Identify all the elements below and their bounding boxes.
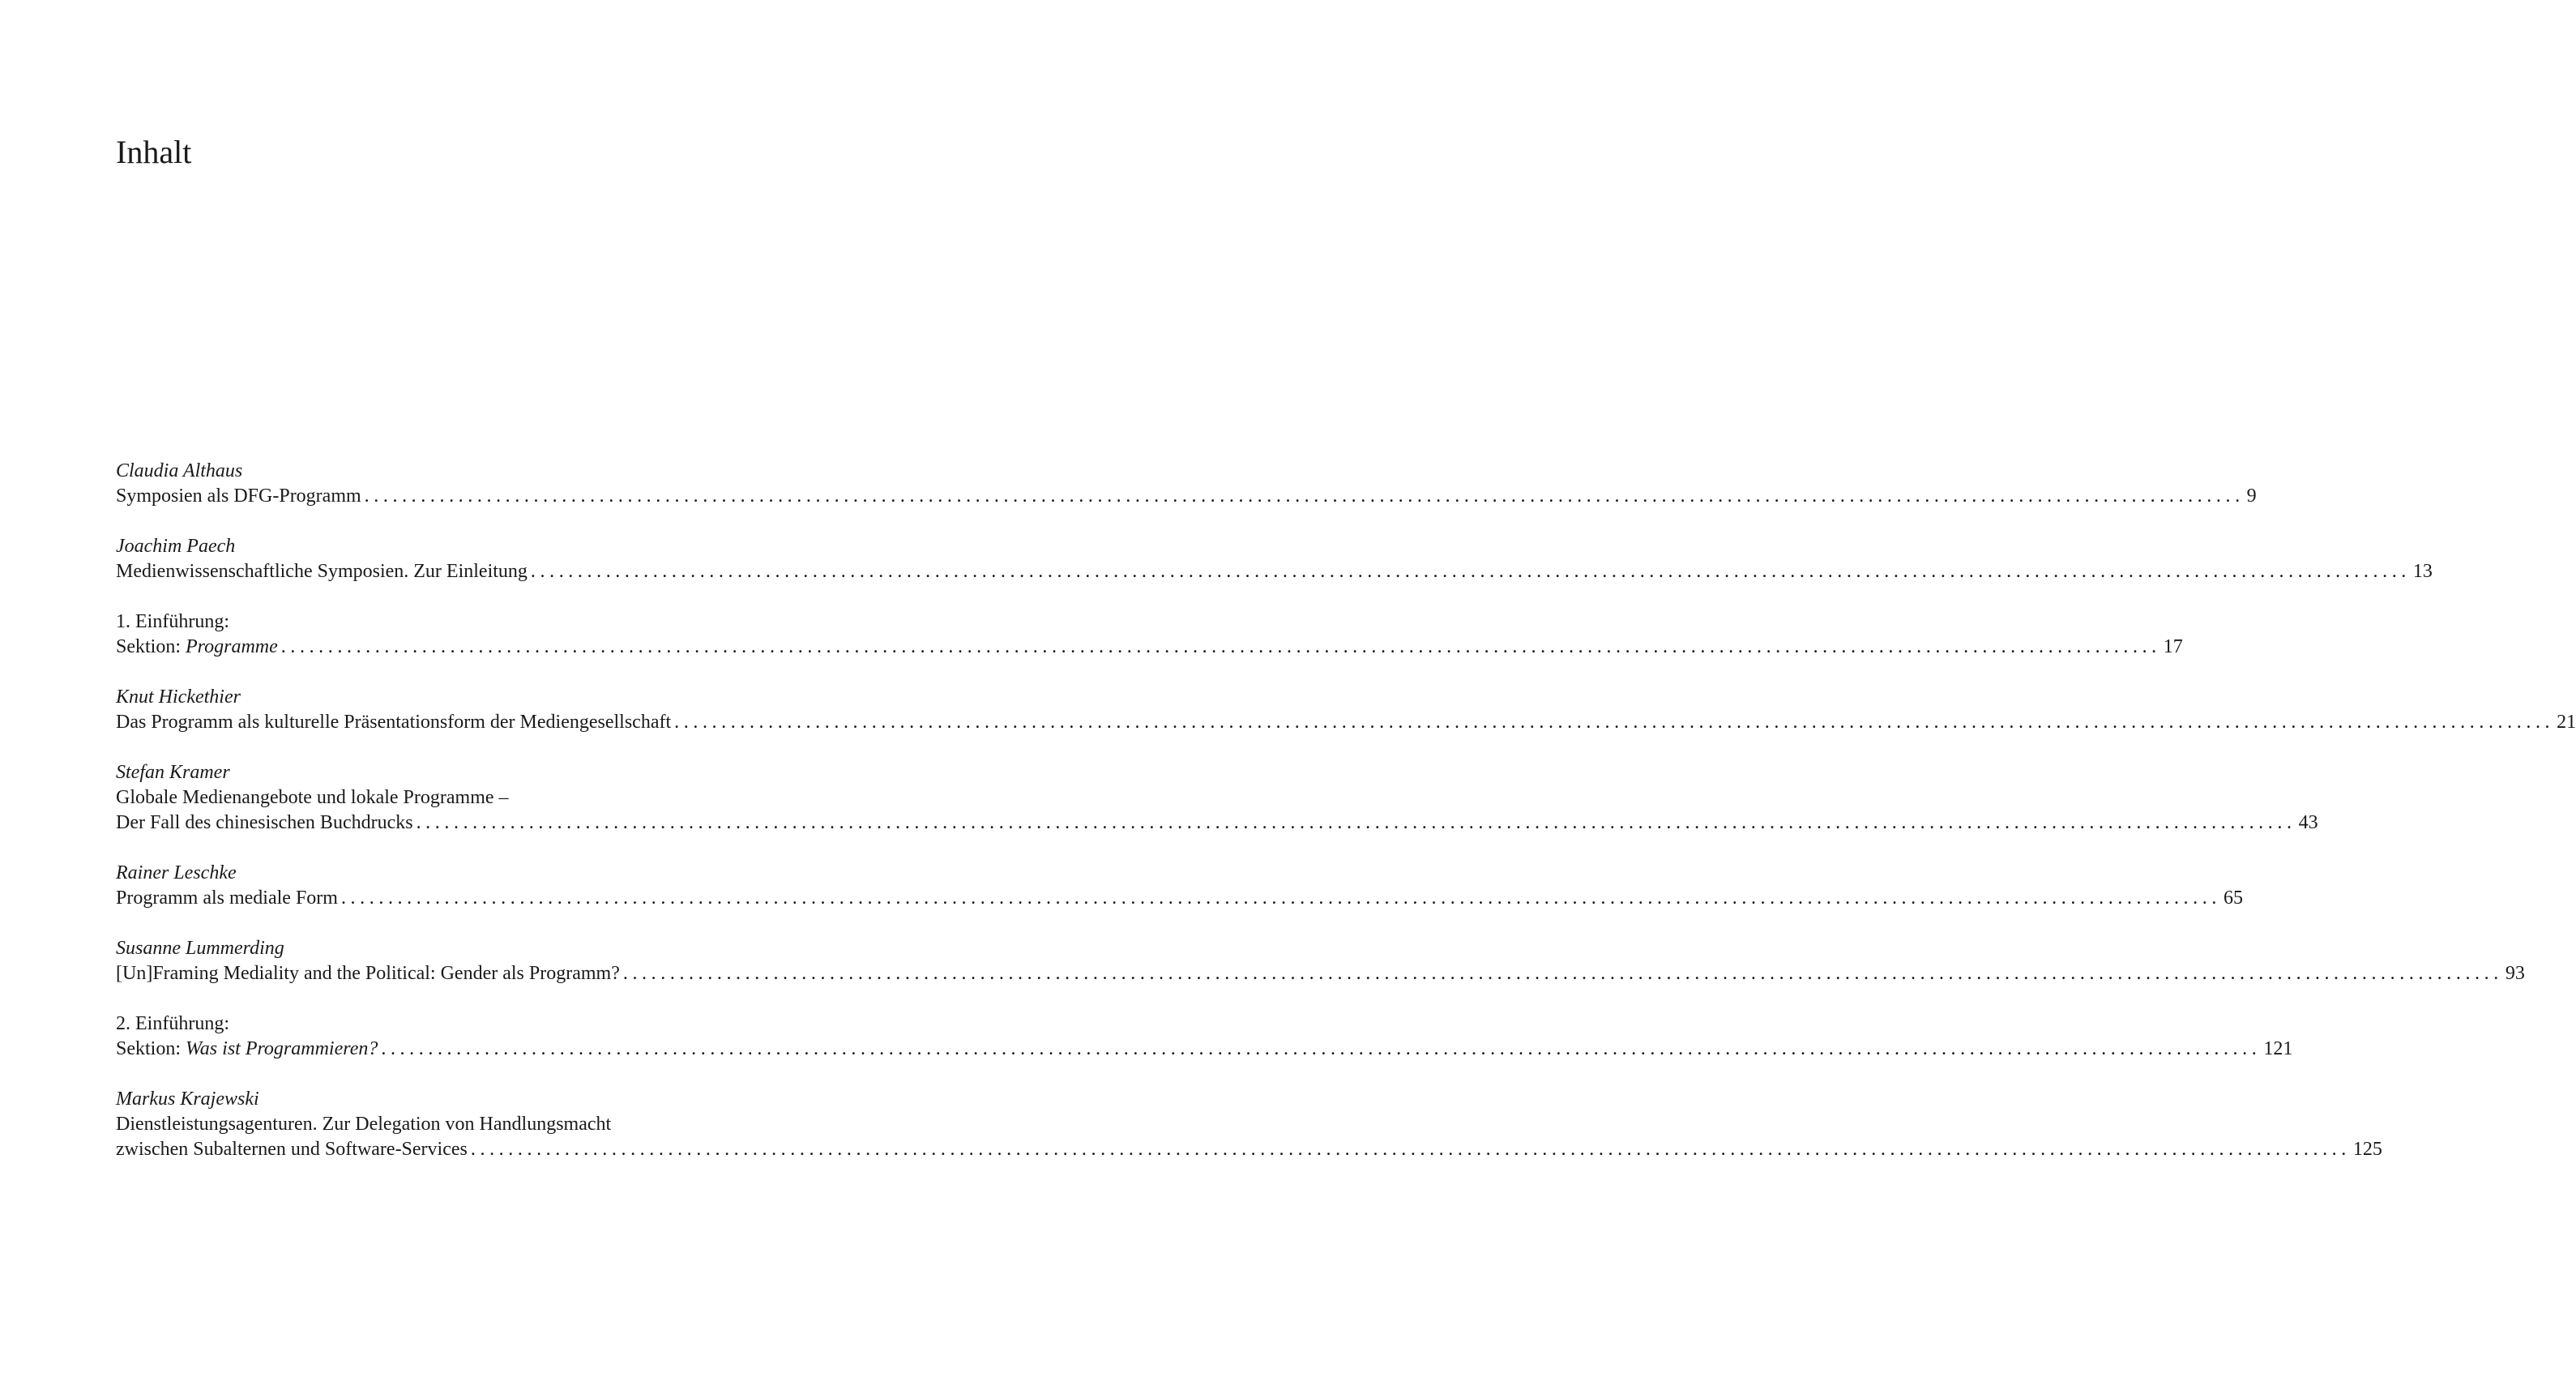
page-title: Inhalt: [116, 134, 192, 170]
entry-line: [116, 811, 2318, 836]
dot-leader: ........................................................................................................................................................................................................: [470, 1139, 2351, 1160]
entry-page-number: 9: [2246, 485, 2257, 507]
section-prefix: Sektion:: [116, 1038, 186, 1059]
section-heading: 2. Einführung:: [116, 1013, 229, 1034]
entry-author: Knut Hickethier: [116, 686, 241, 708]
entry-page-number: 93: [2505, 963, 2525, 984]
toc-entry: [116, 685, 2576, 735]
entry-title-line1: Globale Medienangebote und lokale Programme –: [116, 787, 509, 808]
entry-line: [116, 886, 2243, 911]
toc-entry: [116, 1087, 2382, 1162]
toc-entry: [116, 936, 2525, 986]
entry-author: Joachim Paech: [116, 536, 236, 557]
entry-title: [116, 635, 278, 660]
toc-section-entry: [116, 1012, 2293, 1062]
entry-author: Susanne Lummerding: [116, 938, 284, 959]
entry-title-line1: Dienstleistungsagenturen. Zur Delegation von Handlungsmacht: [116, 1114, 612, 1135]
dot-leader: ........................................................................................................................................................................................................: [416, 812, 2296, 833]
toc-entry: [116, 760, 2318, 836]
entry-title: Medienwissenschaftliche Symposien. Zur Einleitung: [116, 561, 528, 582]
entry-author: Stefan Kramer: [116, 762, 230, 783]
dot-leader: ........................................................................................................................................................................................................: [340, 888, 2221, 909]
dot-leader: ........................................................................................................................................................................................................: [364, 485, 2245, 507]
dot-leader: ........................................................................................................................................................................................................: [622, 963, 2503, 984]
entry-page-number: 17: [2163, 636, 2183, 657]
section-title: Was ist Programmieren?: [186, 1038, 378, 1059]
entry-title: zwischen Subalternen und Software-Services: [116, 1139, 468, 1160]
entry-line: [116, 710, 2576, 735]
dot-leader: ........................................................................................................................................................................................................: [674, 712, 2555, 733]
dot-leader: ........................................................................................................................................................................................................: [381, 1038, 2262, 1059]
entry-page-number: 121: [2263, 1038, 2293, 1059]
section-title: Programme: [186, 636, 278, 657]
entry-author: Rainer Leschke: [116, 862, 237, 883]
entry-page-number: 21: [2557, 712, 2576, 733]
entry-author: Claudia Althaus: [116, 460, 243, 481]
entry-title: [Un]Framing Mediality and the Political: Gender als Programm?: [116, 963, 620, 984]
table-of-contents: [116, 459, 2576, 1187]
section-heading: 1. Einführung:: [116, 611, 229, 632]
toc-entry: [116, 459, 2257, 509]
toc-entry: [116, 534, 2433, 584]
entry-page-number: 125: [2352, 1139, 2382, 1160]
dot-leader: ........................................................................................................................................................................................................: [530, 561, 2411, 582]
entry-page-number: 13: [2412, 561, 2433, 582]
dot-leader: ........................................................................................................................................................................................................: [280, 636, 2161, 657]
entry-line: [116, 559, 2433, 584]
entry-title: Symposien als DFG-Programm: [116, 485, 361, 507]
entry-page-number: 65: [2223, 888, 2243, 909]
entry-line: [116, 635, 2183, 660]
toc-section-entry: [116, 610, 2183, 660]
entry-line: [116, 1137, 2382, 1162]
entry-line: [116, 1037, 2293, 1062]
entry-title: [116, 1037, 378, 1062]
section-prefix: Sektion:: [116, 636, 186, 657]
entry-title: Der Fall des chinesischen Buchdrucks: [116, 812, 413, 833]
entry-line: [116, 961, 2525, 986]
entry-title: Das Programm als kulturelle Präsentationsform der Mediengesellschaft: [116, 712, 672, 733]
toc-entry: [116, 861, 2243, 911]
entry-title: Programm als mediale Form: [116, 888, 338, 909]
entry-page-number: 43: [2298, 812, 2318, 833]
entry-line: [116, 484, 2257, 509]
entry-author: Markus Krajewski: [116, 1089, 259, 1110]
